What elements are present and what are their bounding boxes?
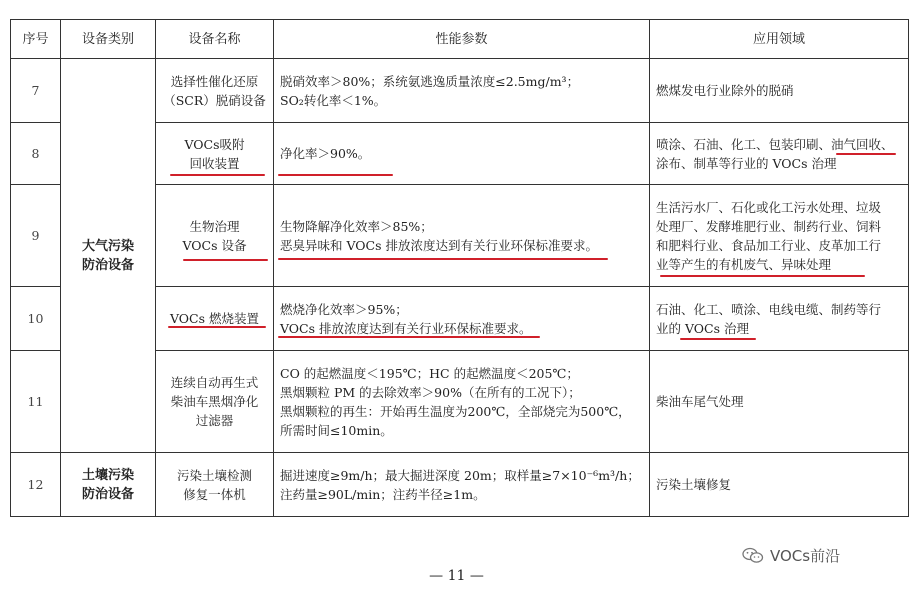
name-line: 连续自动再生式 bbox=[170, 375, 259, 390]
row-seq: 10 bbox=[11, 287, 61, 351]
category-label: 防治设备 bbox=[81, 257, 134, 273]
category-label: 大气污染 bbox=[81, 238, 134, 254]
performance-params bbox=[274, 287, 650, 351]
red-underline bbox=[278, 336, 540, 338]
name-line: 生物治理 bbox=[189, 218, 240, 234]
app-line: 涂布、制革等行业的 VOCs 治理 bbox=[656, 155, 837, 171]
name-line: VOCs 燃烧装置 bbox=[169, 311, 259, 326]
red-underline bbox=[660, 275, 865, 277]
app-line: 石油、化工、喷涂、电线电缆、制药等行 bbox=[656, 301, 882, 317]
param-line: 注药量≥90L/min；注药半径≥1m。 bbox=[280, 486, 486, 502]
row-seq: 8 bbox=[11, 123, 61, 185]
red-underline bbox=[680, 338, 756, 340]
app-line: 柴油车尾气处理 bbox=[656, 394, 744, 409]
category-label: 防治设备 bbox=[81, 486, 134, 502]
equipment-table bbox=[10, 19, 909, 517]
param-line: 生物降解净化效率＞85%； bbox=[280, 218, 433, 234]
equipment-name bbox=[156, 287, 274, 351]
table-header-row bbox=[11, 20, 909, 59]
name-line: 污染土壤检测 bbox=[176, 467, 252, 483]
name-line: （SCR）脱硝设备 bbox=[163, 92, 266, 108]
param-line: 净化率＞90%。 bbox=[280, 146, 371, 161]
performance-params bbox=[274, 185, 650, 287]
app-line: 处理厂、发酵堆肥行业、制药行业、饲料 bbox=[656, 218, 882, 234]
app-line: 业的 VOCs 治理 bbox=[656, 320, 749, 336]
watermark bbox=[742, 545, 840, 566]
table-row bbox=[11, 453, 909, 517]
header-name: 设备名称 bbox=[156, 20, 274, 59]
application-field bbox=[650, 59, 909, 123]
category-soil bbox=[61, 453, 156, 517]
equipment-name bbox=[156, 59, 274, 123]
red-underline bbox=[168, 326, 266, 328]
equipment-name bbox=[156, 351, 274, 453]
name-line: 过滤器 bbox=[195, 413, 234, 428]
application-field bbox=[650, 351, 909, 453]
performance-params bbox=[274, 59, 650, 123]
page-number: — 11 — bbox=[429, 568, 484, 584]
param-line: SO₂转化率＜1%。 bbox=[280, 92, 387, 108]
red-underline bbox=[170, 174, 265, 176]
app-line: 生活污水厂、石化或化工污水处理、垃圾 bbox=[656, 199, 882, 215]
header-category: 设备类别 bbox=[61, 20, 156, 59]
name-line: VOCs 设备 bbox=[182, 237, 247, 253]
param-line: 燃烧净化效率＞95%； bbox=[280, 301, 408, 317]
name-line: 回收装置 bbox=[189, 155, 240, 171]
red-underline bbox=[278, 174, 393, 176]
name-line: VOCs吸附 bbox=[184, 136, 245, 152]
category-label: 土壤污染 bbox=[81, 467, 134, 483]
name-line: 柴油车黑烟净化 bbox=[170, 394, 259, 409]
param-line: CO 的起燃温度＜195℃；HC 的起燃温度＜205℃； bbox=[280, 365, 579, 381]
application-field bbox=[650, 287, 909, 351]
performance-params bbox=[274, 351, 650, 453]
param-line: 黑烟颗粒 PM 的去除效率＞90%（在所有的工况下）； bbox=[280, 384, 581, 400]
app-line: 喷涂、石油、化工、包装印刷、油气回收、 bbox=[656, 136, 894, 152]
table-row bbox=[11, 59, 909, 123]
param-line: VOCs 排放浓度达到有关行业环保标准要求。 bbox=[280, 320, 532, 336]
param-line: 所需时间≤10min。 bbox=[280, 422, 393, 438]
name-line: 修复一体机 bbox=[183, 486, 246, 502]
red-underline bbox=[278, 258, 608, 260]
row-seq: 11 bbox=[11, 351, 61, 453]
category-air bbox=[61, 59, 156, 453]
app-line: 污染土壤修复 bbox=[656, 477, 732, 492]
application-field bbox=[650, 453, 909, 517]
watermark-text: VOCs前沿 bbox=[770, 547, 841, 565]
param-line: 恶臭异味和 VOCs 排放浓度达到有关行业环保标准要求。 bbox=[280, 237, 598, 253]
header-seq: 序号 bbox=[11, 20, 61, 59]
row-seq: 12 bbox=[11, 453, 61, 517]
param-line: 掘进速度≥9m/h；最大掘进深度 20m；取样量≥7×10⁻⁶m³/h； bbox=[280, 467, 640, 483]
app-line: 和肥料行业、食品加工行业、皮革加工行 bbox=[656, 237, 882, 253]
wechat-icon bbox=[742, 547, 764, 564]
param-line: 脱硝效率＞80%；系统氨逃逸质量浓度≤2.5mg/m³； bbox=[280, 73, 580, 89]
app-line: 燃煤发电行业除外的脱硝 bbox=[656, 83, 794, 98]
red-underline bbox=[183, 259, 268, 261]
equipment-name bbox=[156, 453, 274, 517]
row-seq: 9 bbox=[11, 185, 61, 287]
application-field bbox=[650, 185, 909, 287]
red-underline bbox=[836, 153, 896, 155]
header-application: 应用领域 bbox=[650, 20, 909, 59]
row-seq: 7 bbox=[11, 59, 61, 123]
app-line: 业等产生的有机废气、异味处理 bbox=[656, 256, 832, 272]
param-line: 黑烟颗粒的再生：开始再生温度为200℃，全部烧完为500℃， bbox=[280, 403, 631, 419]
performance-params bbox=[274, 453, 650, 517]
header-params: 性能参数 bbox=[274, 20, 650, 59]
name-line: 选择性催化还原 bbox=[170, 73, 259, 89]
equipment-name bbox=[156, 185, 274, 287]
